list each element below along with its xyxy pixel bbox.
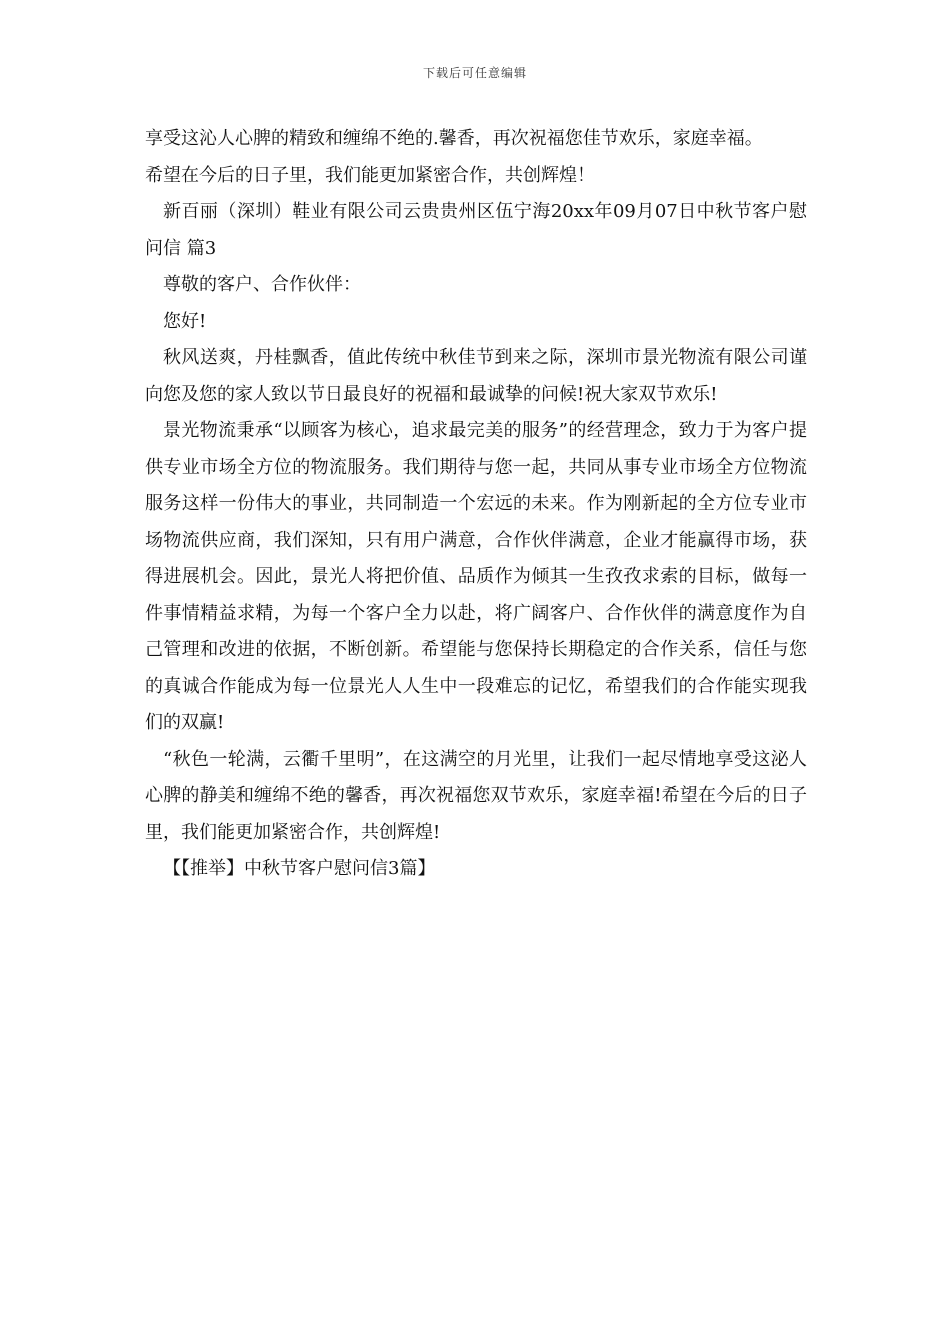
paragraph-greeting: 您好!	[163, 310, 207, 332]
page-header-note: 下载后可任意编辑	[422, 66, 527, 80]
paragraph-closing-line-2: 希望在今后的日子里，我们能更加紧密合作，共创辉煌！	[145, 164, 595, 186]
paragraph-company-philosophy: 景光物流秉承“以顾客为核心，追求最完美的服务”的经营理念，致力于为客户提供专业市场全方位的物流服务。我们期待与您一起，共同从事专业市场全方位物流服务这样一份伟大的事业，共同制造一个宏远的未来。作为刚新起的全方位专业市场物流供应商，我们深知，只有用户满意，合作伙伴满意，企业才能赢得市场，获得进展机会。因此，景光人将把价值、品质作为倾其一生孜孜求索的目标，做每一件事情精益求精，为每一个客户全力以赴，将广阔客户、合作伙伴的满意度作为自己管理和改进的依据，不断创新。希望能与您保持长期稳定的合作关系，信任与您的真诚合作能成为每一位景光人人生中一段难忘的记忆，希望我们的合作能实现我们的双赢!	[145, 420, 807, 733]
paragraph-festival-wishes: 秋风送爽，丹桂飘香，值此传统中秋佳节到来之际，深圳市景光物流有限公司谨向您及您的家人致以节日最良好的祝福和最诚挚的问候!祝大家双节欢乐!	[145, 347, 807, 405]
document-body	[145, 121, 807, 888]
paragraph-closing-line-1: 享受这沁人心脾的精致和缠绵不绝的.馨香，再次祝福您佳节欢乐，家庭幸福。	[145, 128, 763, 149]
paragraph-salutation: 尊敬的客户、合作伙伴：	[163, 274, 361, 295]
paragraph-closing-wishes: “秋色一轮满，云衢千里明”，在这满空的月光里，让我们一起尽情地享受这泌人心脾的静美和缠绵不绝的馨香，再次祝福您双节欢乐，家庭幸福!希望在今后的日子里，我们能更加紧密合作，共创辉煌!	[145, 748, 807, 843]
paragraph-document-title-link: 【【推举】中秋节客户慰问信3篇】	[163, 858, 436, 879]
paragraph-signature-and-title: 新百丽（深圳）鞋业有限公司云贵贵州区伍宁海20xx年09月07日中秋节客户慰问信 篇3	[145, 201, 807, 259]
